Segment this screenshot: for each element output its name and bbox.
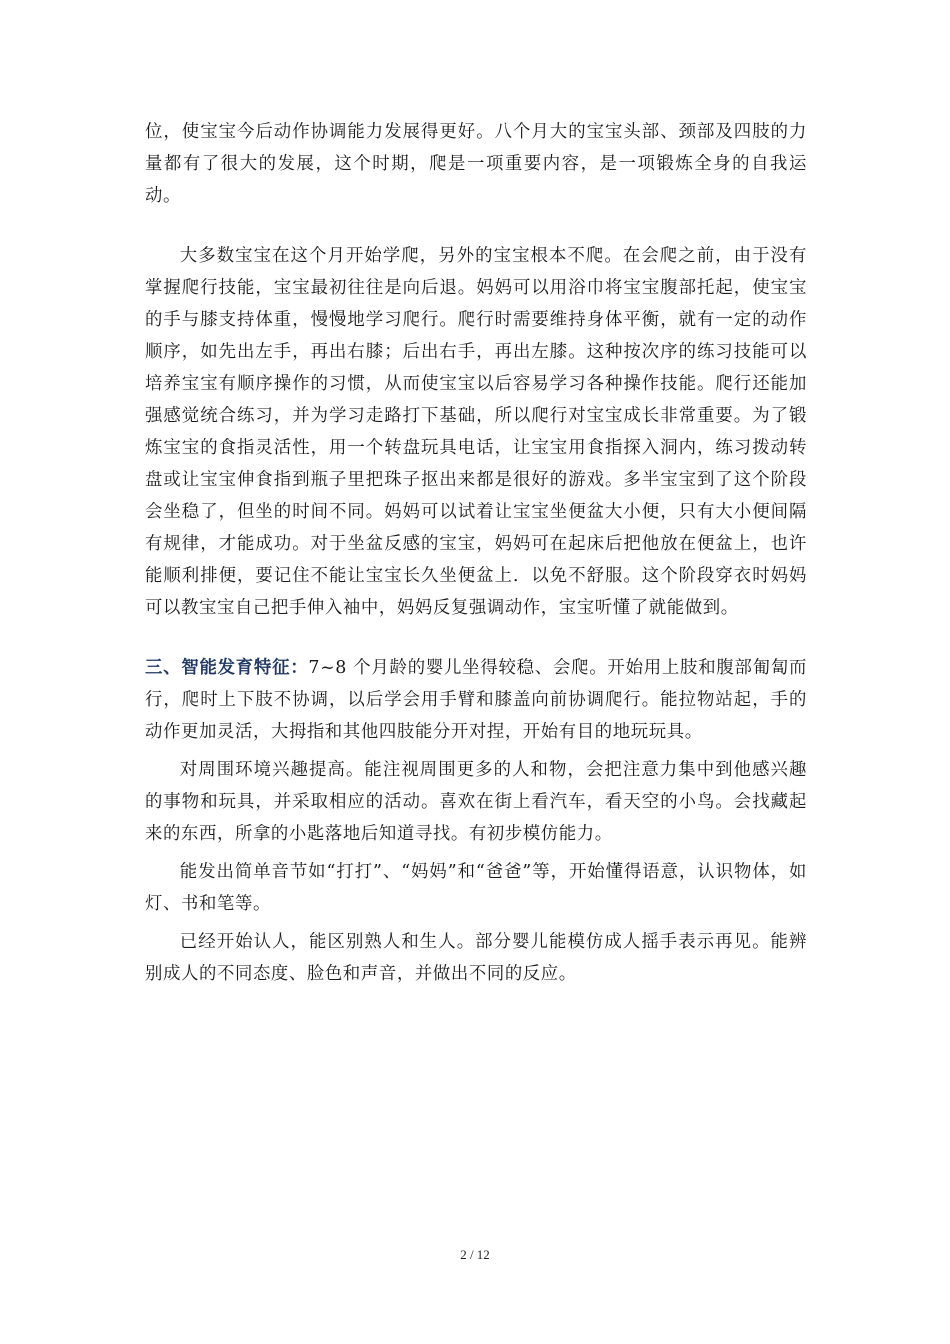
paragraph-intelligence-text: 7~8 个月龄的婴儿坐得较稳、会爬。开始用上肢和腹部匍匐而行，爬时上下肢不协调，以后学会用手臂和膝盖向前协调爬行。能拉物站起，手的动作更加灵活，大拇指和其他四肢能分开对捏，开始有目的地玩玩具。 bbox=[145, 658, 807, 742]
paragraph-crawling-intro: 位，使宝宝今后动作协调能力发展得更好。八个月大的宝宝头部、颈部及四肢的力量都有了很大的发展，这个时期，爬是一项重要内容，是一项锻炼全身的自我运动。 bbox=[145, 122, 807, 206]
section-heading-intelligence: 三、智能发育特征： bbox=[145, 658, 309, 678]
paragraph-intelligence-features bbox=[145, 652, 807, 748]
paragraph-environment-interest: 对周围环境兴趣提高。能注视周围更多的人和物，会把注意力集中到他感兴趣的事物和玩具，并采取相应的活动。喜欢在街上看汽车，看天空的小鸟。会找藏起来的东西，所拿的小匙落地后知道寻找。有初步模仿能力。 bbox=[145, 760, 807, 844]
paragraph-language: 能发出简单音节如“打打”、“妈妈”和“爸爸”等，开始懂得语意，认识物体，如灯、书和笔等。 bbox=[145, 862, 807, 914]
page-number: 2 / 12 bbox=[460, 1247, 490, 1262]
paragraph-learning-to-crawl: 大多数宝宝在这个月开始学爬，另外的宝宝根本不爬。在会爬之前，由于没有掌握爬行技能，宝宝最初往往是向后退。妈妈可以用浴巾将宝宝腹部托起，使宝宝的手与膝支持体重，慢慢地学习爬行。爬行时需要维持身体平衡，就有一定的动作顺序，如先出左手，再出右膝；后出右手，再出左膝。这种按次序的练习技能可以培养宝宝有顺序操作的习惯，从而使宝宝以后容易学习各种操作技能。爬行还能加强感觉统合练习，并为学习走路打下基础，所以爬行对宝宝成长非常重要。为了锻炼宝宝的食指灵活性，用一个转盘玩具电话，让宝宝用食指探入洞内，练习拨动转盘或让宝宝伸食指到瓶子里把珠子抠出来都是很好的游戏。多半宝宝到了这个阶段会坐稳了，但坐的时间不同。妈妈可以试着让宝宝坐便盆大小便，只有大小便间隔有规律，才能成功。对于坐盆反感的宝宝，妈妈可在起床后把他放在便盆上，也许能顺利排便，要记住不能让宝宝长久坐便盆上．以免不舒服。这个阶段穿衣时妈妈可以教宝宝自己把手伸入袖中，妈妈反复强调动作，宝宝听懂了就能做到。 bbox=[145, 246, 807, 618]
document-body bbox=[145, 116, 807, 990]
paragraph-social-recognition: 已经开始认人，能区别熟人和生人。部分婴儿能模仿成人摇手表示再见。能辨别成人的不同态度、脸色和声音，并做出不同的反应。 bbox=[145, 932, 807, 984]
